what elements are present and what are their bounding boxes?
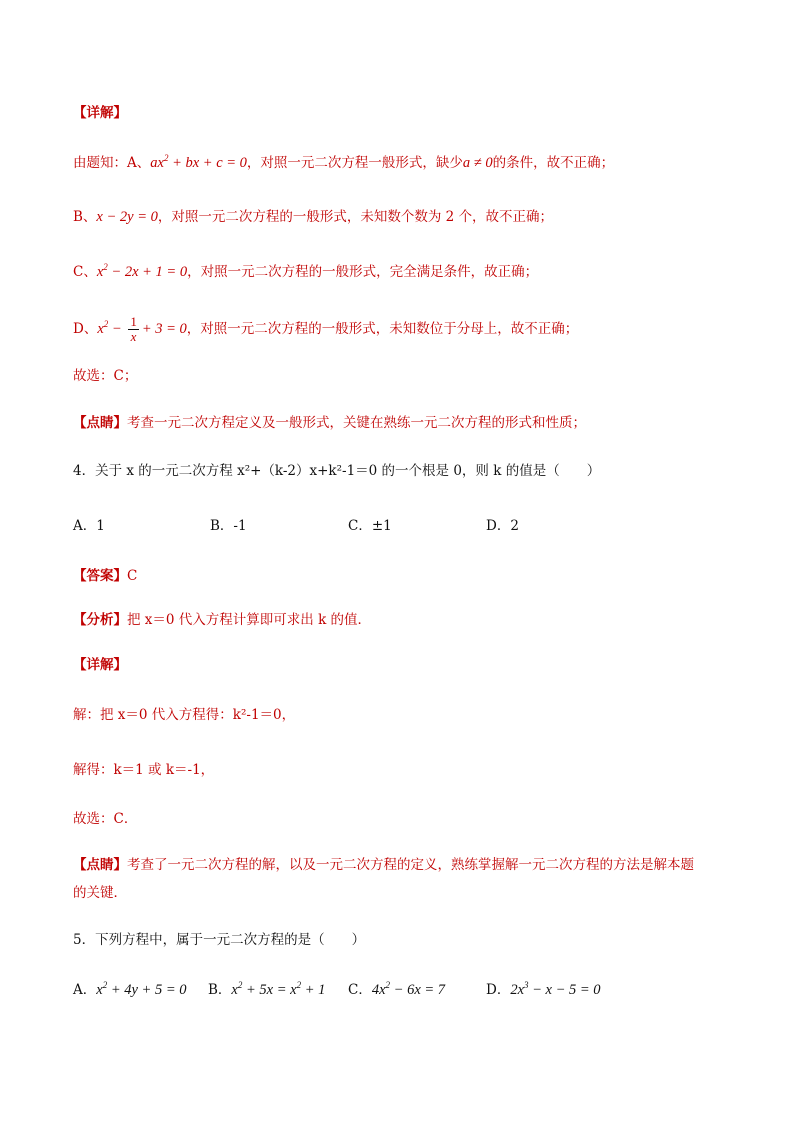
explanation-line-b	[73, 207, 553, 227]
solution-line-1: 解：把 x＝0 代入方程得：k²-1＝0，	[73, 707, 296, 723]
option-label-b: B、	[73, 209, 97, 225]
dianjing-line	[73, 413, 586, 433]
q5-option-c: C．$4x^2 - 6x = 7$	[348, 980, 446, 998]
explanation-text: ，对照一元二次方程一般形式，缺少	[246, 155, 463, 171]
detail-heading: 【详解】	[73, 105, 127, 121]
option-label-d: D、	[73, 321, 98, 337]
fraction: $\frac{1}{x}$	[130, 314, 137, 344]
question-5: 5．下列方程中，属于一元二次方程的是（ ）	[73, 932, 366, 948]
unknown-count: 2	[445, 209, 455, 225]
option-label-a: A、	[127, 155, 151, 171]
q4-option-a: A．1	[73, 518, 105, 534]
answer-label: 【答案】	[73, 568, 127, 584]
analysis-text: 把 x＝0 代入方程计算即可求出 k 的值．	[127, 612, 372, 628]
dianjing-text: 考查一元二次方程定义及一般形式，关键在熟练一元二次方程的形式和性质；	[127, 415, 586, 431]
option-label-c: C、	[73, 264, 97, 280]
dianjing-label: 【点睛】	[73, 415, 127, 431]
equation-c: $x^2 - 2x + 1 = 0$	[96, 262, 188, 280]
explanation-text: ，对照一元二次方程的一般形式，未知数个数为	[157, 209, 442, 225]
q5-option-a: A．$x^2 + 4y + 5 = 0$	[73, 980, 187, 998]
question-4: 4．关于 x 的一元二次方程 x²+（k-2）x+k²-1＝0 的一个根是 0，则 k 的值是（ ）	[73, 463, 601, 479]
explanation-line-c	[73, 262, 538, 282]
choice-line: 故选：C；	[73, 368, 138, 384]
equation-b: x − 2y = 0	[96, 209, 158, 225]
q5-option-d: D．$2x^3 - x - 5 = 0$	[486, 980, 601, 998]
analysis-label: 【分析】	[73, 612, 127, 628]
detail-heading-2: 【详解】	[73, 657, 127, 673]
q5-options	[73, 980, 723, 1002]
dianjing-label: 【点睛】	[73, 857, 127, 873]
equation-a: $ax^2$ + bx + c = 0	[150, 153, 247, 171]
equation-d: $x^2$ −	[97, 319, 126, 337]
explanation-end: 个，故不正确；	[458, 209, 554, 225]
dianjing-line-2	[73, 855, 694, 875]
q4-option-b: B．-1	[210, 518, 247, 534]
q5-option-b: B．$x^2 + 5x = x^2 + 1$	[208, 980, 326, 998]
analysis-line	[73, 610, 371, 630]
explanation-text: ，对照一元二次方程的一般形式，完全满足条件，故正确；	[187, 264, 539, 280]
solution-line-2: 解得：k＝1 或 k＝-1，	[73, 762, 215, 778]
condition: a ≠ 0	[462, 155, 493, 171]
explanation-line-a	[73, 153, 614, 173]
explanation-end: 的条件，故不正确；	[492, 155, 615, 171]
q4-option-d: D．2	[486, 518, 519, 534]
dianjing-line-2-cont: 的关键．	[73, 885, 127, 901]
answer-value: C	[127, 568, 138, 584]
q4-option-c: C．±1	[348, 518, 392, 534]
dianjing-text: 考查了一元二次方程的解，以及一元二次方程的定义，熟练掌握解一元二次方程的方法是解本题	[127, 857, 694, 873]
solution-line-3: 故选：C．	[73, 811, 138, 827]
answer-line	[73, 566, 137, 586]
line-prefix: 由题知：	[73, 155, 127, 171]
explanation-line-d: D、$x^2$ − $\frac{1}{x}$ + 3 = 0，对照一元二次方程的一般形式，未知数位于分母上，故不正确；	[73, 314, 579, 344]
q4-options	[73, 516, 723, 536]
explanation-text: ，对照一元二次方程的一般形式，未知数位于分母上，故不正确；	[186, 321, 579, 337]
